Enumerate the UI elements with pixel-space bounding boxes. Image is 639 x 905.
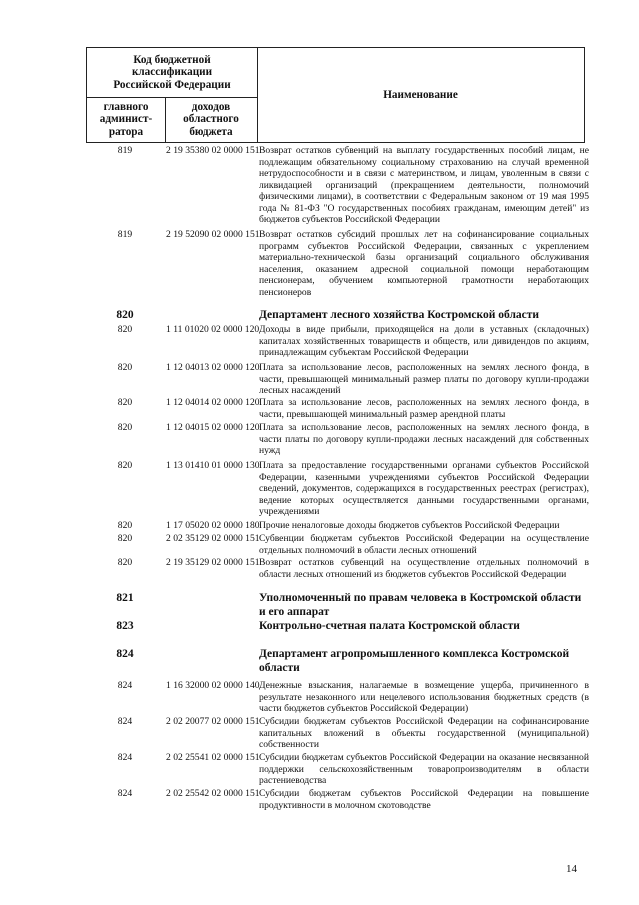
admin-code: 824: [117, 752, 133, 763]
admin-code: 819: [117, 145, 133, 156]
header-income: доходов областного бюджета: [183, 100, 239, 138]
income-code: 2 19 35380 02 0000 151: [166, 145, 260, 156]
header-code-group: Код бюджетной классификации Российской Федерации: [113, 53, 231, 91]
income-code: 2 19 35129 02 0000 151: [166, 557, 260, 568]
admin-code: 821: [116, 592, 134, 604]
row-name: Прочие неналоговые доходы бюджетов субъектов Российской Федерации: [259, 520, 560, 531]
section-title: Контрольно-счетная палата Костромской области: [259, 620, 520, 632]
admin-code: 820: [117, 422, 133, 433]
admin-code: 820: [117, 557, 133, 568]
row-name: Возврат остатков субвенций на осуществление отдельных полномочий в области лесных отношений из бюджетов субъектов Российской Федерации: [259, 557, 589, 580]
row-name: Плата за использование лесов, расположенных на землях лесного фонда, в части, превышающей минимальный размер платы по договору купли-продажи лесных насаждений: [259, 362, 589, 396]
income-code: 1 12 04014 02 0000 120: [166, 397, 260, 408]
row-name: Возврат остатков субсидий прошлых лет на софинансирование социальных программ субъектов Российской Федерации, связанных с укреплением материально-технической базы организаций социального обслуживания населения, оказанием адресной социальной помощи неработающим пенсионерам, обучением компьютерной грамотности неработающих пенсионеров: [259, 229, 589, 298]
income-code: 2 02 25542 02 0000 151: [166, 788, 260, 799]
income-code: 2 02 25541 02 0000 151: [166, 752, 260, 763]
row-name: Плата за предоставление государственными органами субъектов Российской Федерации, казенными учреждениями субъектов Российской Федерации сведений, документов, содержащихся в государственных реестрах (регистрах), ведение которых осуществляется данными государственными органами, учреждениями: [259, 460, 589, 517]
admin-code: 820: [117, 397, 133, 408]
income-code: 1 11 01020 02 0000 120: [166, 324, 260, 335]
header-admin: главного админист- ратора: [99, 100, 153, 138]
income-code: 1 17 05020 02 0000 180: [166, 520, 260, 531]
row-name: Денежные взыскания, налагаемые в возмещение ущерба, причиненного в результате незаконного или нецелевого использования бюджетных средств (в части бюджетов субъектов Российской Федерации): [259, 680, 589, 714]
row-name: Плата за использование лесов, расположенных на землях лесного фонда, в части, превышающей минимальный размер арендной платы: [259, 397, 589, 420]
section-title: Департамент лесного хозяйства Костромской области: [259, 309, 540, 321]
income-code: 1 12 04015 02 0000 120: [166, 422, 260, 433]
admin-code: 820: [117, 460, 133, 471]
income-code: 1 12 04013 02 0000 120: [166, 362, 260, 373]
row-name: Субсидии бюджетам субъектов Российской Федерации на софинансирование капитальных вложений в объекты государственной (муниципальной) собственности: [259, 716, 589, 750]
row-name: Плата за использование лесов, расположенных на землях лесного фонда, в части платы по договору купли-продажи лесных насаждений для собственных нужд: [259, 422, 589, 456]
admin-code: 823: [116, 620, 134, 632]
income-code: 2 19 52090 02 0000 151: [166, 229, 260, 240]
income-code: 2 02 20077 02 0000 151: [166, 716, 260, 727]
admin-code: 824: [117, 680, 133, 691]
admin-code: 820: [117, 533, 133, 544]
row-name: Возврат остатков субвенций на выплату государственных пособий лицам, не подлежащим обязательному социальному страхованию на случай временной нетрудоспособности и в связи с материнством, и лицам, уволенным в связи с ликвидацией организаций (прекращением деятельности, полномочий физическими лицами), в соответствии с Федеральным законом от 19 мая 1995 года № 81-ФЗ "О государственных пособиях гражданам, имеющим детей" из бюджетов субъектов Российской Федерации: [259, 145, 589, 225]
page-number: 14: [566, 863, 577, 875]
admin-code: 824: [116, 648, 134, 660]
row-name: Субвенции бюджетам субъектов Российской Федерации на осуществление отдельных полномочий в области лесных отношений: [259, 533, 589, 556]
admin-code: 824: [117, 788, 133, 799]
admin-code: 824: [117, 716, 133, 727]
income-code: 1 13 01410 01 0000 130: [166, 460, 260, 471]
admin-code: 820: [116, 309, 134, 321]
header-name: Наименование: [383, 88, 458, 101]
admin-code: 820: [117, 362, 133, 373]
row-name: Доходы в виде прибыли, приходящейся на доли в уставных (складочных) капиталах хозяйственных товариществ и обществ, или дивидендов по акциям, принадлежащим субъектам Российской Федерации: [259, 324, 589, 358]
row-name: Субсидии бюджетам субъектов Российской Федерации на повышение продуктивности в молочном скотоводстве: [259, 788, 589, 811]
section-title: Уполномоченный по правам человека в Костромской области и его аппарат: [259, 592, 582, 618]
income-code: 1 16 32000 02 0000 140: [166, 680, 260, 691]
row-name: Субсидии бюджетам субъектов Российской Федерации на оказание несвязанной поддержки сельскохозяйственным товаропроизводителям в области растениеводства: [259, 752, 589, 786]
admin-code: 820: [117, 324, 133, 335]
section-title: Департамент агропромышленного комплекса Костромской области: [259, 648, 570, 674]
admin-code: 819: [117, 229, 133, 240]
admin-code: 820: [117, 520, 133, 531]
income-code: 2 02 35129 02 0000 151: [166, 533, 260, 544]
